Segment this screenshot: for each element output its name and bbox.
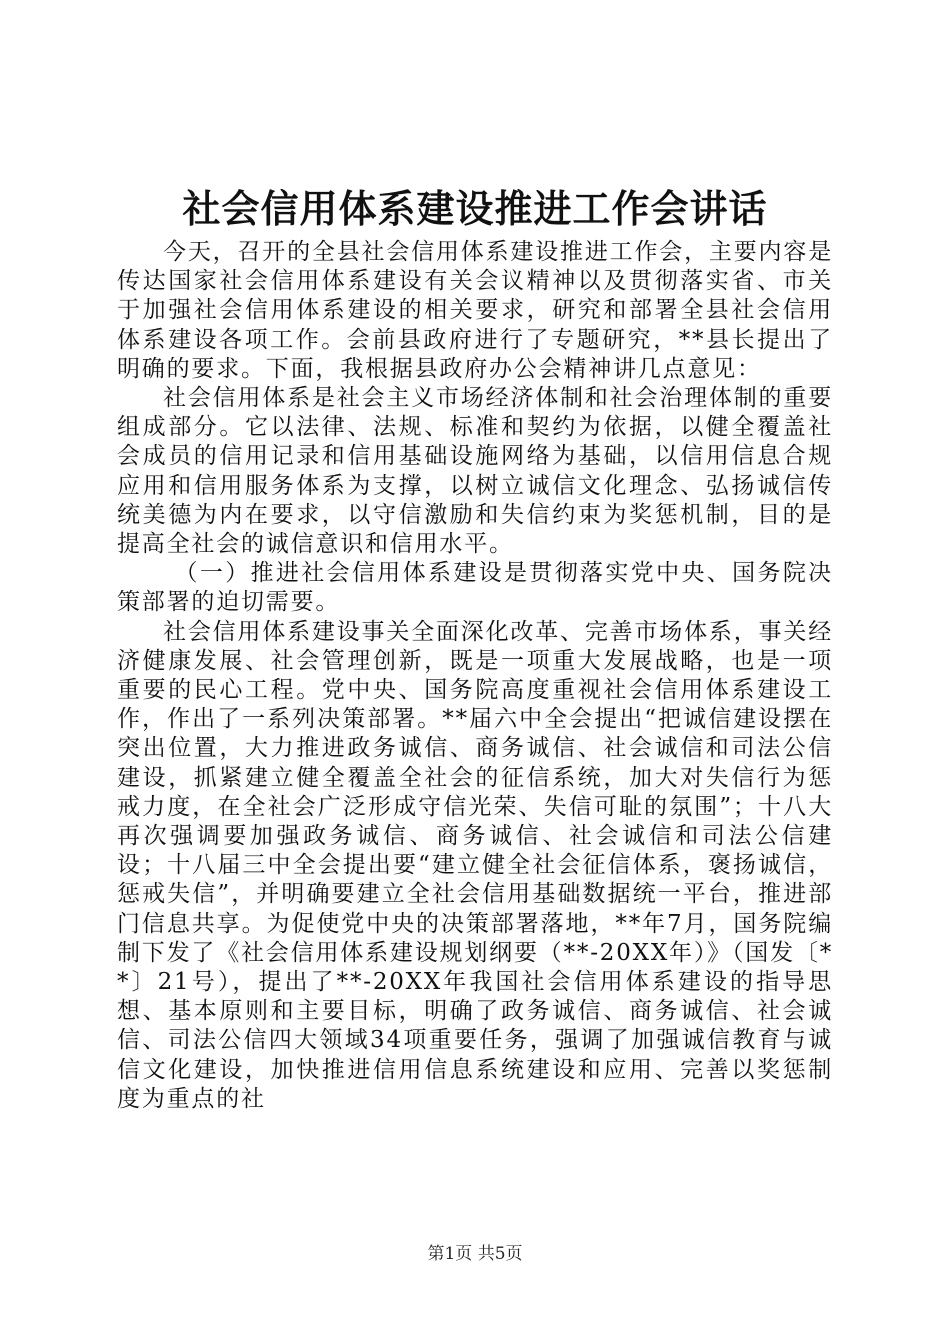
paragraph-intro: 今天，召开的全县社会信用体系建设推进工作会，主要内容是传达国家社会信用体系建设有关会议精神以及贯彻落实省、市关于加强社会信用体系建设的相关要求，研究和部署全县社会信用体系建设各项工作。会前县政府进行了专题研究，**县长提出了明确的要求。下面，我根据县政府办公会精神讲几点意见： [117,239,833,382]
page-footer: 第1页 共5页 [427,1244,523,1264]
paragraph-section-1: 社会信用体系建设事关全面深化改革、完善市场体系，事关经济健康发展、社会管理创新，既是一项重大发展战略，也是一项重要的民心工程。党中央、国务院高度重视社会信用体系建设工作，作出了一系列决策部署。**届六中全会提出“把诚信建设摆在突出位置，大力推进政务诚信、商务诚信、社会诚信和司法公信建设，抓紧建立健全覆盖全社会的征信系统，加大对失信行为惩戒力度，在全社会广泛形成守信光荣、失信可耻的氛围”；十八大再次强调要加强政务诚信、商务诚信、社会诚信和司法公信建设；十八届三中全会提出要“建立健全社会征信体系，褒扬诚信，惩戒失信”，并明确要建立全社会信用基础数据统一平台，推进部门信息共享。为促使党中央的决策部署落地，**年7月，国务院编制下发了《社会信用体系建设规划纲要（**-20XX年）》（国发〔**〕21号），提出了**-20XX年我国社会信用体系建设的指导思想、基本原则和主要目标，明确了政务诚信、商务诚信、社会诚信、司法公信四大领域34项重要任务，强调了加强诚信教育与诚信文化建设，加快推进信用信息系统建设和应用、完善以奖惩制度为重点的社 [117,618,833,1112]
document-body [117,238,833,1114]
document-title: 社会信用体系建设推进工作会讲话 [182,186,768,231]
paragraph-definition: 社会信用体系是社会主义市场经济体制和社会治理体制的重要组成部分。它以法律、法规、标准和契约为依据，以健全覆盖社会成员的信用记录和信用基础设施网络为基础，以信用信息合规应用和信用服务体系为支撑，以树立诚信文化理念、弘扬诚信传统美德为内在要求，以守信激励和失信约束为奖惩机制，目的是提高全社会的诚信意识和信用水平。 [117,385,833,558]
section-heading-1: （一）推进社会信用体系建设是贯彻落实党中央、国务院决策部署的迫切需要。 [117,560,833,616]
